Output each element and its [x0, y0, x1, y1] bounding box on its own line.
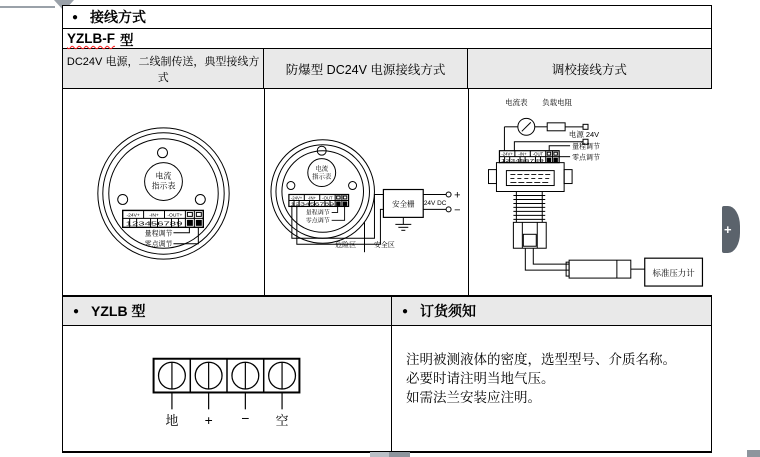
zero-pot [196, 220, 202, 226]
span-adjust-label: 量程调节 [572, 143, 600, 151]
ordering-notes-section [392, 297, 711, 451]
transmitter-body [488, 163, 572, 270]
explosionproof-wiring-diagram [265, 89, 468, 295]
bullet-icon: ● [73, 305, 80, 317]
scrollbar-corner [747, 450, 760, 457]
column-header-row [63, 49, 711, 89]
diagram-typical-wiring-cell [63, 89, 265, 295]
span-adjust-label: 量程调节 [305, 210, 330, 217]
current-indicator-label-2: 指示表 [151, 181, 176, 191]
ordering-note-line-3: 如需法兰安装应注明。 [406, 390, 541, 405]
tb-label-in: -IN+ [307, 195, 317, 201]
horizontal-scrollbar-thumb[interactable] [370, 452, 389, 457]
corner-ruler-line [0, 6, 55, 8]
yzlb-section-header [63, 297, 391, 326]
power-label: 电源 24V [568, 129, 600, 139]
yzlb-terminal-diagram [63, 326, 390, 452]
column-header-explosionproof-wiring: 防爆型 DC24V 电源接线方式 [264, 49, 467, 88]
current-indicator-label-1: 电流 [155, 171, 172, 181]
column-header-calibration-wiring: 调校接线方式 [551, 62, 627, 77]
current-indicator-label-2: 指示表 [312, 173, 332, 181]
plus-icon: + [724, 222, 732, 237]
tb-label-out: -OUT+ [167, 213, 183, 219]
tb-label-24v: -24V+ [501, 151, 513, 157]
diagram-row [63, 89, 711, 295]
mounting-hole-left [118, 194, 128, 204]
ordering-note-line-2: 必要时请注明当地气压。 [406, 371, 555, 386]
zero-adjust-label: 零点调节 [572, 154, 600, 162]
side-plug-right [564, 170, 572, 184]
model-name: YZLB-F [67, 31, 115, 46]
section-title: 接线方式 [90, 9, 147, 25]
tb-label-in: -IN+ [149, 213, 159, 219]
terminal-label-plus: + [204, 412, 213, 429]
load-resistor-symbol [547, 123, 565, 131]
ordering-notes-title: 订货须知 [420, 303, 477, 319]
yzlb-section-title: YZLB 型 [91, 303, 146, 319]
model-row [63, 29, 711, 49]
tb-numbers: 123456789 [125, 221, 183, 228]
mounting-hole-left [287, 182, 295, 190]
zero-pot [343, 201, 347, 205]
side-plug-left [488, 170, 496, 184]
zero-adjust-label: 零点调节 [305, 218, 330, 225]
typical-wiring-diagram [63, 89, 264, 295]
tb-label-out: -OUT [322, 195, 333, 201]
diagram-calibration-wiring-cell [469, 89, 713, 295]
supply-label: 24V DC [423, 199, 447, 207]
mounting-hole-top [158, 148, 168, 158]
zero-pot [553, 158, 557, 162]
ammeter-label: 电流表 [505, 97, 528, 107]
horizontal-scrollbar-thumb-dark[interactable] [389, 452, 410, 457]
mounting-hole-right [195, 194, 205, 204]
tb-numbers: 123456789 [290, 201, 336, 207]
hazard-zone-label: 危险区 [335, 242, 357, 250]
diagram-explosionproof-wiring-cell [265, 89, 469, 295]
tb-label-24v: -24V+ [126, 213, 140, 219]
yzlb-section [63, 297, 392, 451]
span-pot [336, 201, 340, 205]
calibration-wiring-diagram [469, 89, 713, 295]
bullet-icon: ● [402, 305, 409, 317]
hex-fitting [513, 222, 546, 248]
span-pot [547, 158, 551, 162]
ordering-note-line-1: 注明被测液体的密度，选型型号、介质名称。 [406, 352, 676, 367]
terminal-label-spare: 空 [275, 413, 289, 429]
standard-gauge-label: 标准压力计 [652, 268, 695, 279]
side-panel-expand-tab[interactable] [722, 206, 740, 253]
ordering-notes-header [392, 297, 711, 326]
model-suffix: 型 [120, 32, 134, 48]
tb-label-in: -IN+ [518, 151, 527, 157]
load-resistor-label: 负载电阻 [542, 97, 573, 107]
tb-label-24v: -24V+ [290, 195, 303, 201]
plus-terminal-label: + [454, 189, 461, 202]
wiring-method-table [62, 5, 712, 296]
section-title-row [63, 6, 711, 29]
zero-adjust-label: 零点调节 [144, 241, 173, 249]
tb-numbers: 123456789 [500, 157, 545, 163]
mounting-hole-right [349, 182, 357, 190]
column-header-typical-wiring: DC24V 电源，二线制传送，典型接线方式 [63, 49, 264, 88]
safe-zone-label: 安全区 [373, 242, 395, 250]
tb-label-out: -OUT [532, 151, 544, 157]
minus-terminal-label: − [454, 204, 461, 217]
current-indicator-label-1: 电流 [315, 165, 329, 173]
ordering-notes-body [392, 326, 711, 407]
supply-terminal [583, 124, 588, 129]
safety-barrier-label: 安全栅 [392, 199, 415, 209]
terminal-label-minus: − [241, 410, 250, 427]
span-adjust-label: 量程调节 [144, 230, 173, 238]
terminal-label-ground: 地 [165, 413, 179, 429]
bullet-icon: ● [72, 11, 79, 23]
bottom-section [62, 296, 712, 453]
span-pot [187, 220, 193, 226]
